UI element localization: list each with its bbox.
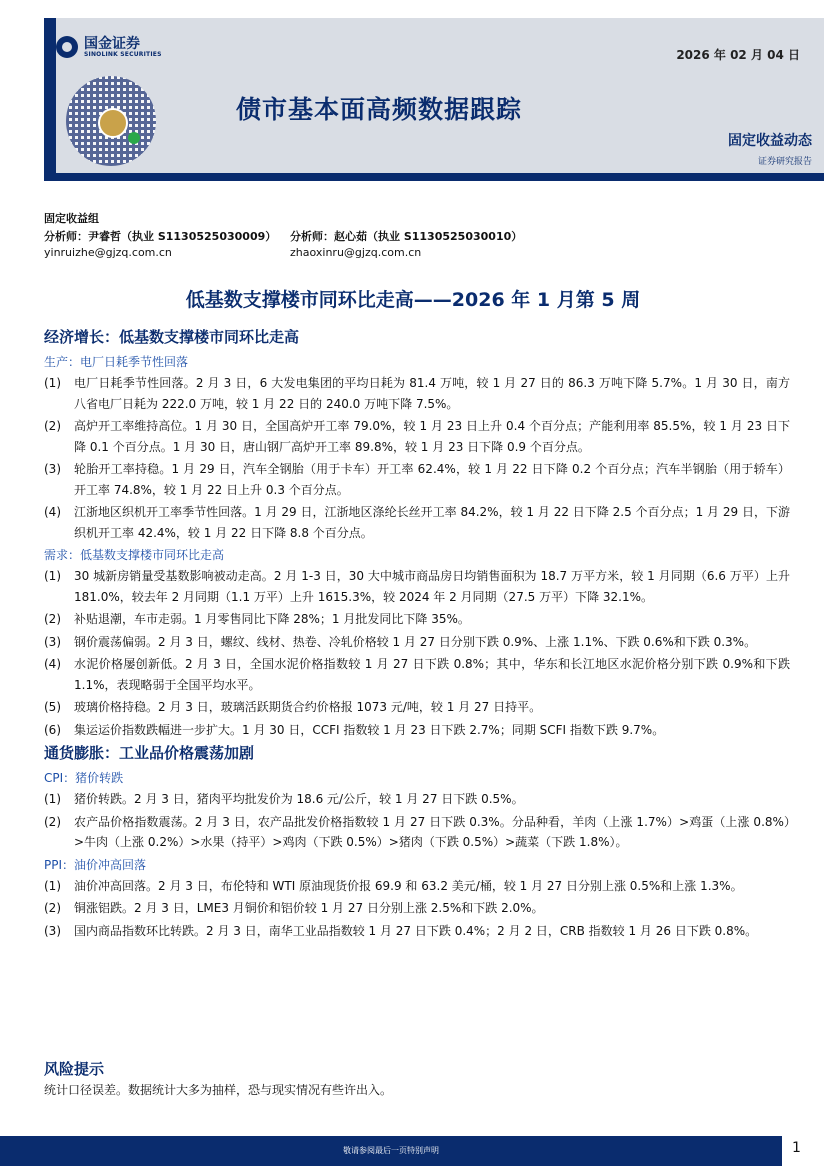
risk-section xyxy=(44,1058,790,1100)
list-item xyxy=(44,812,790,853)
item-number: (2) xyxy=(44,419,61,433)
report-subcategory: 证券研究报告 xyxy=(757,157,812,167)
item-number: (6) xyxy=(44,722,61,737)
item-text: 高炉开工率维持高位。1 月 30 日，全国高炉开工率 79.0%，较 1 月 23 日上升 0.4 个百分点；产能利用率 85.5%，较 1 月 23 日下降 0.1 个百分点。1 月 30 日，唐山钢厂高炉开工率 89.8%，较 1 月 23 日下降 0.9 个百分点。 xyxy=(74,419,790,454)
item-number: (3) xyxy=(44,923,61,938)
logo-english-name: SINOLINK SECURITIES xyxy=(84,50,162,58)
analyst-line xyxy=(44,228,522,244)
list-item xyxy=(44,502,790,543)
item-text: 玻璃价格持稳。2 月 3 日，玻璃活跃期货合约价格报 1073 元/吨，较 1 月 27 日持平。 xyxy=(74,700,542,714)
report-category: 固定收益动态 xyxy=(728,133,812,149)
item-text: 集运运价指数跌幅进一步扩大。1 月 30 日，CCFI 指数较 1 月 23 日下跌 2.7%；同期 SCFI 指数下跌 9.7%。 xyxy=(74,722,665,737)
header-stripe xyxy=(44,18,56,181)
footer-disclaimer[interactable]: 敬请参阅最后一页特别声明 xyxy=(343,1146,439,1155)
list-item xyxy=(44,789,790,810)
item-text: 农产品价格指数震荡。2 月 3 日，农产品批发价格指数较 1 月 27 日下跌 0.3%。分品种看，羊肉（上涨 1.7%）>鸡蛋（上涨 0.8%）>牛肉（上涨 0.2%）>水果（持平）>鸡肉（下跌 0.5%）>猪肉（下跌 0.5%）>蔬菜（下跌 1.8%）。 xyxy=(74,814,790,849)
list-item xyxy=(44,459,790,500)
list-item xyxy=(44,373,790,414)
item-number: (2) xyxy=(44,901,61,915)
wechat-icon xyxy=(128,132,140,144)
list-item xyxy=(44,654,790,695)
production-list xyxy=(44,373,790,543)
logo-mark-icon xyxy=(56,36,78,58)
item-number: (1) xyxy=(44,878,61,893)
email-1[interactable]: yinruizhe@gjzq.com.cn xyxy=(44,246,172,259)
item-number: (1) xyxy=(44,792,61,806)
item-text: 铜涨铝跌。2 月 3 日，LME3 月铜价和铝价较 1 月 27 日分别上涨 2.5%和下跌 2.0%。 xyxy=(74,901,544,915)
item-number: (1) xyxy=(44,376,61,390)
subsection-title-ppi: PPI：油价冲高回落 xyxy=(44,857,147,872)
demand-list xyxy=(44,566,790,740)
item-number: (2) xyxy=(44,612,61,626)
item-text: 补贴退潮，车市走弱。1 月零售同比下降 28%；1 月批发同比下降 35%。 xyxy=(74,612,470,626)
qr-center-logo-icon xyxy=(98,108,128,138)
item-number: (1) xyxy=(44,569,61,583)
list-item xyxy=(44,697,790,718)
page-title: 低基数支撑楼市同环比走高——2026 年 1 月第 5 周 xyxy=(185,289,641,311)
list-item xyxy=(44,720,790,741)
header-bottom-bar xyxy=(44,173,824,181)
item-text: 钢价震荡偏弱。2 月 3 日，螺纹、线材、热卷、冷轧价格较 1 月 27 日分别下跌 0.9%、上涨 1.1%、下跌 0.6%和下跌 0.3%。 xyxy=(74,634,757,649)
list-item xyxy=(44,609,790,630)
item-text: 猪价转跌。2 月 3 日，猪肉平均批发价为 18.6 元/公斤，较 1 月 27 日下跌 0.5%。 xyxy=(74,792,524,806)
company-logo xyxy=(56,36,162,58)
section-title-growth: 经济增长：低基数支撑楼市同环比走高 xyxy=(44,328,300,346)
item-text: 电厂日耗季节性回落。2 月 3 日，6 大发电集团的平均日耗为 81.4 万吨，较 1 月 27 日的 86.3 万吨下降 5.7%。1 月 30 日，南方八省电厂日耗为 222.0 万吨，较 1 月 22 日的 240.0 万吨下降 7.5%。 xyxy=(74,376,790,411)
subsection-title-cpi: CPI：猪价转跌 xyxy=(44,771,124,785)
analyst-2: 分析师：赵心茹（执业 S1130525030010） xyxy=(290,230,523,243)
item-text: 30 城新房销量受基数影响被动走高。2 月 1-3 日，30 大中城市商品房日均销售面积为 18.7 万平方米，较 1 月同期（6.6 万平）上升 181.0%，较去年 2 月同期（1.1 万平）上升 1615.3%，较 2024 年 2 月同期（27.5 万平）下降 32.1%。 xyxy=(74,569,790,604)
list-item xyxy=(44,566,790,607)
item-number: (4) xyxy=(44,657,61,671)
list-item xyxy=(44,921,790,942)
item-text: 国内商品指数环比转跌。2 月 3 日，南华工业品指数较 1 月 27 日下跌 0.4%；2 月 2 日，CRB 指数较 1 月 26 日下跌 0.8%。 xyxy=(74,923,758,938)
analyst-1: 分析师：尹睿哲（执业 S1130525030009） xyxy=(44,230,277,243)
list-item xyxy=(44,876,790,897)
list-item xyxy=(44,632,790,653)
logo-chinese-name: 国金证券 xyxy=(84,35,140,52)
footer-bar xyxy=(0,1136,782,1166)
report-body xyxy=(44,326,790,943)
report-series-title: 债市基本面高频数据跟踪 xyxy=(236,95,523,124)
subsection-title-demand: 需求：低基数支撑楼市同环比走高 xyxy=(44,548,225,562)
list-item xyxy=(44,898,790,919)
item-text: 江浙地区织机开工率季节性回落。1 月 29 日，江浙地区涤纶长丝开工率 84.2%，较 1 月 22 日下降 2.5 个百分点；1 月 29 日，下游织机开工率 42.4%，较 1 月 22 日下降 8.8 个百分点。 xyxy=(74,505,790,540)
risk-text: 统计口径误差。数据统计大多为抽样，恐与现实情况有些许出入。 xyxy=(44,1083,393,1097)
item-text: 油价冲高回落。2 月 3 日，布伦特和 WTI 原油现货价报 69.9 和 63.2 美元/桶，较 1 月 27 日分别上涨 0.5%和上涨 1.3%。 xyxy=(74,878,743,893)
subsection-title-production: 生产：电厂日耗季节性回落 xyxy=(44,355,189,369)
email-2[interactable]: zhaoxinru@gjzq.com.cn xyxy=(290,246,422,259)
item-text: 水泥价格屡创新低。2 月 3 日，全国水泥价格指数较 1 月 27 日下跌 0.8%；其中，华东和长江地区水泥价格分别下跌 0.9%和下跌 1.1%，表现略弱于全国平均水平。 xyxy=(74,657,790,692)
item-number: (3) xyxy=(44,634,61,649)
team-name: 固定收益组 xyxy=(44,212,99,225)
page-number: 1 xyxy=(792,1140,801,1156)
risk-title: 风险提示 xyxy=(44,1060,105,1078)
list-item xyxy=(44,416,790,457)
item-number: (4) xyxy=(44,505,61,519)
cpi-list xyxy=(44,789,790,853)
ppi-list xyxy=(44,876,790,942)
item-number: (3) xyxy=(44,462,61,476)
item-number: (2) xyxy=(44,814,61,829)
report-date: 2026 年 02 月 04 日 xyxy=(676,48,800,62)
item-text: 轮胎开工率持稳。1 月 29 日，汽车全钢胎（用于卡车）开工率 62.4%，较 1 月 22 日下降 0.2 个百分点；汽车半钢胎（用于轿车）开工率 74.8%，较 1 月 22 日上升 0.3 个百分点。 xyxy=(74,462,790,497)
email-line xyxy=(44,246,421,259)
section-title-inflation: 通货膨胀：工业品价格震荡加剧 xyxy=(44,744,255,762)
item-number: (5) xyxy=(44,700,61,714)
